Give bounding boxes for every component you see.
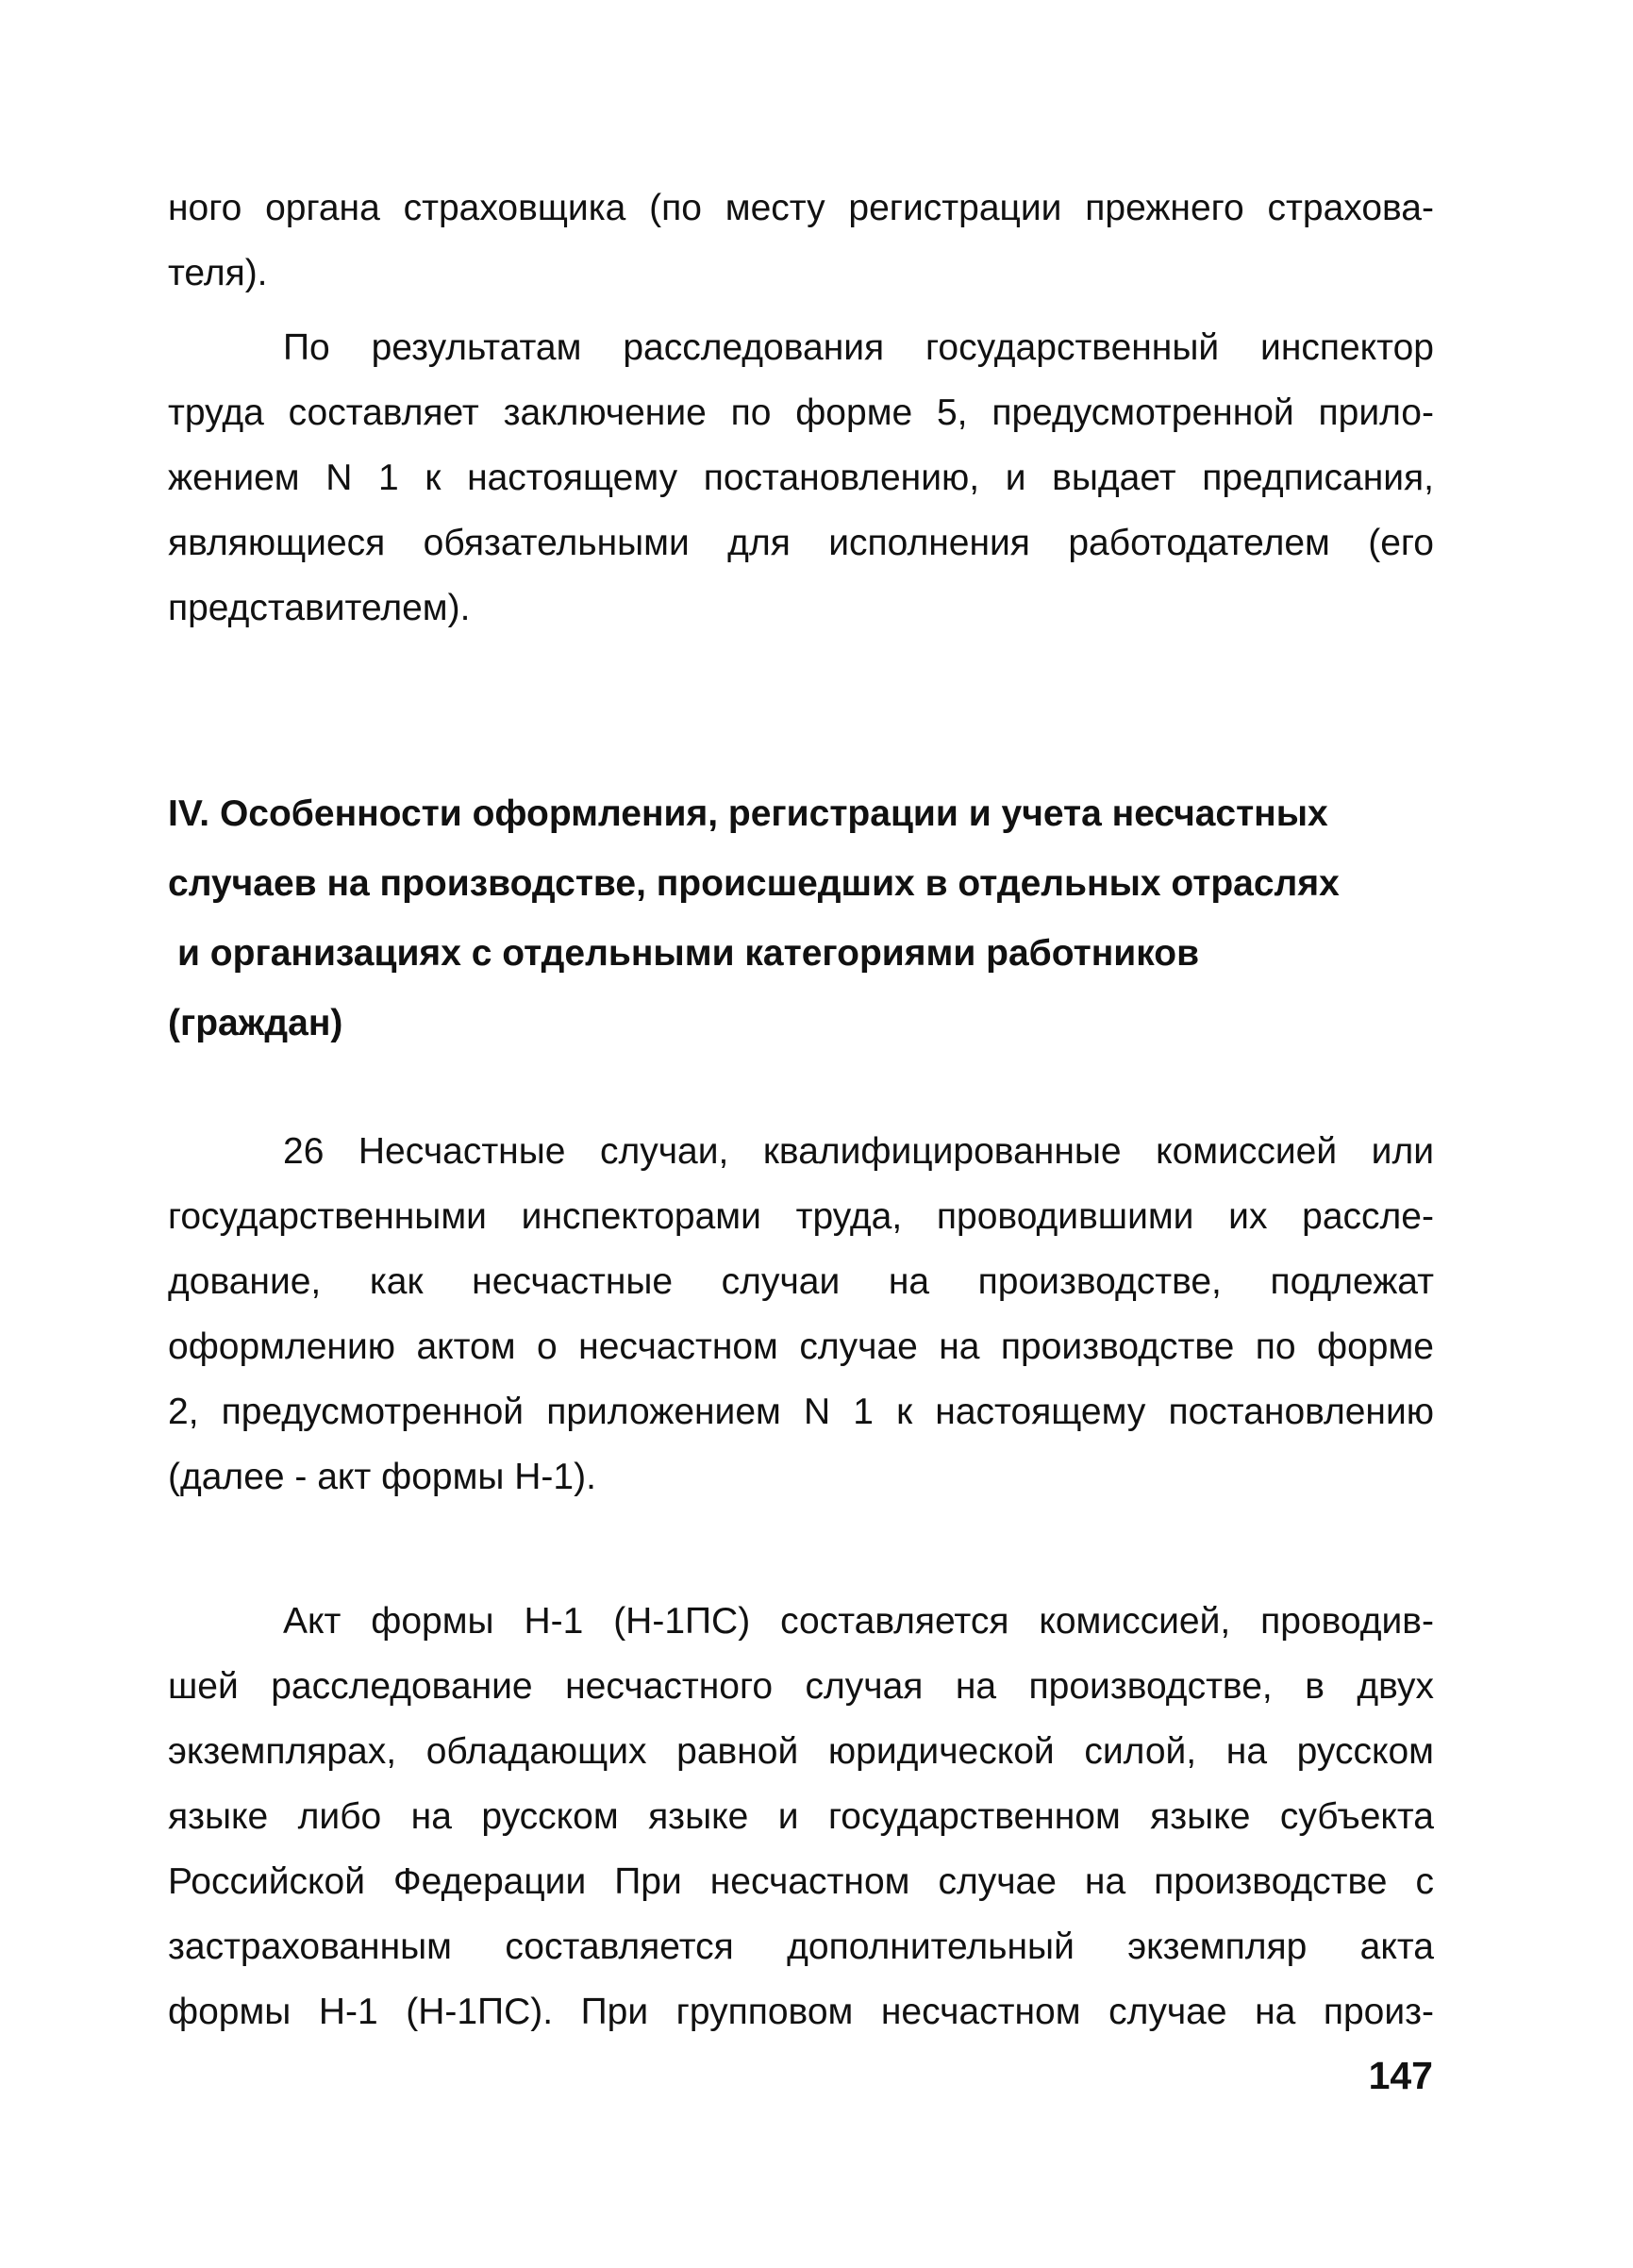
inspector-paragraph — [168, 315, 1434, 641]
paragraph-line: Акт формы Н-1 (Н-1ПС) составляется комиссией, проводив- — [283, 1601, 1434, 1642]
continuation-paragraph — [168, 175, 1434, 306]
paragraph-line: (далее - акт формы Н-1). — [168, 1457, 596, 1497]
heading-line: (граждан) — [168, 1003, 343, 1043]
paragraph-line: жением N 1 к настоящему постановлению, и выдает предписания, — [168, 458, 1434, 498]
paragraph-line: экземплярах, обладающих равной юридической силой, на русском — [168, 1731, 1434, 1772]
page-number: 147 — [1368, 2054, 1433, 2097]
heading-line: случаев на производстве, происшедших в отдельных отраслях — [168, 863, 1340, 904]
paragraph-line: оформлению актом о несчастном случае на производстве по форме — [168, 1326, 1434, 1367]
paragraph-line: Российской Федерации При несчастном случае на производстве с — [168, 1861, 1434, 1902]
heading-line: и организациях с отдельными категориями работников — [177, 933, 1200, 974]
paragraph-line: представителем). — [168, 588, 471, 628]
paragraph-line: По результатам расследования государственный инспектор — [283, 327, 1434, 368]
paragraph-line: государственными инспекторами труда, проводившими их рассле- — [168, 1196, 1434, 1237]
paragraph-line: 2, предусмотренной приложением N 1 к настоящему постановлению — [168, 1392, 1434, 1432]
paragraph-line: шей расследование несчастного случая на производстве, в двух — [168, 1666, 1434, 1707]
paragraph-line: застрахованным составляется дополнительный экземпляр акта — [168, 1926, 1434, 1967]
paragraph-line: дование, как несчастные случаи на производстве, подлежат — [168, 1261, 1434, 1302]
paragraph-line: труда составляет заключение по форме 5, предусмотренной прило- — [168, 392, 1434, 433]
heading-line: IV. Особенности оформления, регистрации и учета несчастных — [168, 793, 1328, 834]
act-paragraph — [168, 1589, 1434, 2044]
paragraph-line: формы Н-1 (Н-1ПС). При групповом несчастном случае на произ- — [168, 1992, 1434, 2032]
paragraph-26 — [168, 1119, 1434, 1509]
paragraph-line: языке либо на русском языке и государственном языке субъекта — [168, 1796, 1434, 1837]
section-heading — [168, 779, 1434, 1059]
paragraph-line: являющиеся обязательными для исполнения работодателем (его — [168, 523, 1434, 563]
paragraph-line: ного органа страховщика (по месту регистрации прежнего страхова- — [168, 188, 1434, 228]
paragraph-line: теля). — [168, 253, 268, 293]
paragraph-line: 26 Несчастные случаи, квалифицированные комиссией или — [283, 1131, 1434, 1172]
